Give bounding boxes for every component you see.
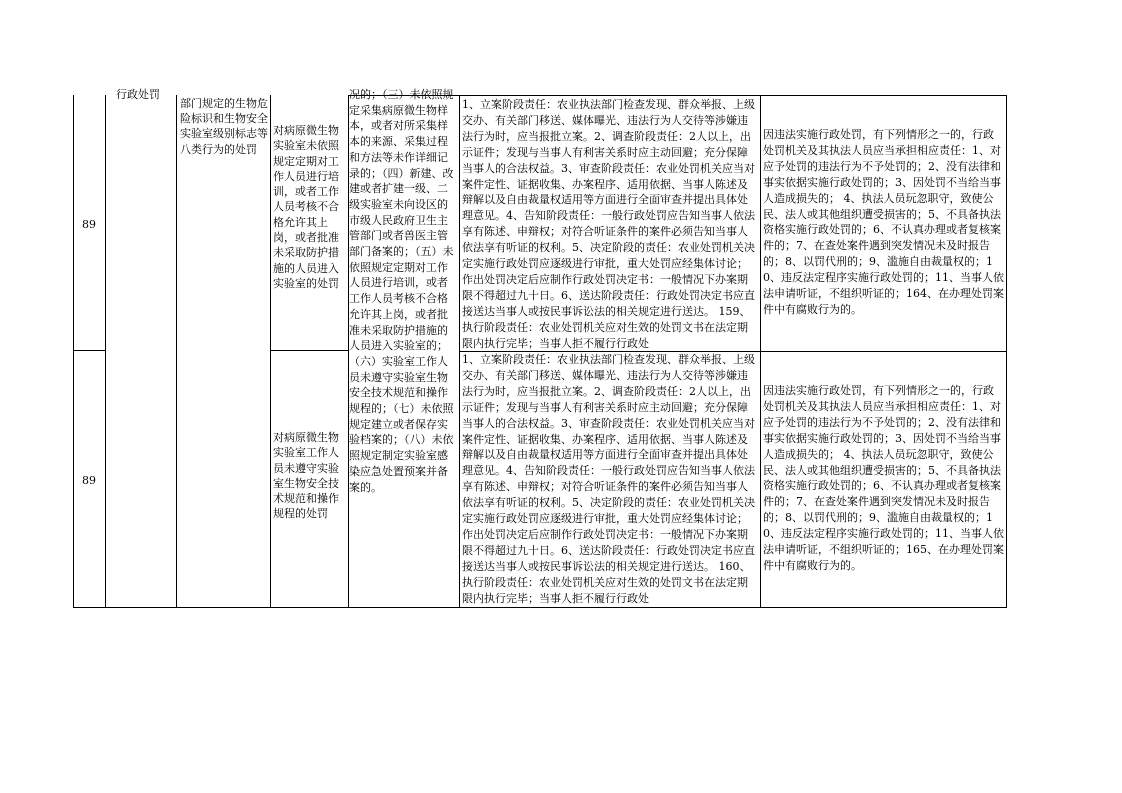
col-line	[270, 95, 271, 608]
col-line	[459, 95, 460, 608]
sub-item-text: 对病原微生物实验室未依照规定定期对工作人员进行培训，或者工作人员考核不合格允许其上岗，或者批准未采取防护措施的人员进入实验室的处罚	[273, 124, 339, 290]
legal-basis-cell	[349, 87, 458, 505]
responsibility-cell	[462, 97, 758, 350]
accountability-text: 因违法实施行政处罚，有下列情形之一的，行政处罚机关及其执法人员应当承担相应责任：1、对应予处罚的违法行为不予处罚的；2、没有法律和事实依据实施行政处罚的；3、因处罚不当给当事人造成损失的； 4、执法人员玩忽职守，致使公民、法人或其他组织遭受损害的；5、不具备执法资格实施行政处罚的；6、不认真办理或者复核案件的；7、在查处案件遇到突发情况未及时报告的；8、以罚代刑的；9、滥施自由裁量权的；10、违反法定程序实施行政处罚的；11、当事人依法申请听证，不组织听证的；165、在办理处罚案件中有腐败行为的。	[763, 384, 1004, 572]
row-divider	[270, 350, 348, 351]
item-name-text: 部门规定的生物危险标识和生物安全实验室级别标志等八类行为的处罚	[180, 97, 268, 156]
col-line	[760, 95, 761, 608]
sub-item-text: 对病原微生物实验室工作人员未遵守实验室生物安全技术规范和操作规程的处罚	[273, 431, 339, 521]
legal-basis-text: 况的；（三）未依照规定采集病原微生物样本，或者对所采集样本的来源、采集过程和方法等未作详细记录的；（四）新建、改建或者扩建一级、二级实验室未向设区的市级人民政府卫生主管部门或者兽医主管部门备案的；（五）未依照规定定期对工作人员进行培训，或者工作人员考核不合格允许其上岗，或者批准未采取防护措施的人员进入实验室的；（六）实验室工作人员未遵守实验室生物安全技术规范和操作规程的；（七）未依照规定建立或者保存实验档案的；（八）未依照规定制定实验室感染应急处置预案并备案的。	[349, 88, 454, 494]
item-name-cell	[180, 96, 268, 186]
accountability-cell	[763, 127, 1004, 327]
category-cell	[116, 88, 172, 106]
col-line	[73, 95, 74, 608]
responsibility-cell	[462, 352, 758, 607]
accountability-cell	[763, 383, 1004, 583]
responsibility-text: 1、立案阶段责任：农业执法部门检查发现、群众举报、上级交办、有关部门移送、媒体曝光、违法行为人交待等涉嫌违法行为时，应当报批立案。2、调查阶段责任：2人以上，出示证件；发现与当事人有利害关系时应主动回避；充分保障当事人的合法权益。3、审查阶段责任：农业处罚机关应当对案件定性、证据收集、办案程序、适用依据、当事人陈述及辩解以及自由裁量权适用等方面进行全面审查并提出具体处理意见。4、告知阶段责任：一般行政处罚应告知当事人依法享有陈述、申辩权；对符合听证条件的案件必须告知当事人依法享有听证的权利。5、决定阶段的责任：农业处罚机关决定实施行政处罚应逐级进行审批，重大处罚应经集体讨论；作出处罚决定后应制作行政处罚决定书：一般情况下办案期限不得超过九十日。6、送达阶段责任：行政处罚决定书应直接送达当事人或按民事诉讼法的相关规定进行送达。 160、执行阶段责任：农业处罚机关应对生效的处罚文书在法定期限内执行完毕；当事人拒不履行行政处	[462, 353, 755, 605]
category-text: 行政处罚	[116, 88, 160, 101]
sub-item-cell	[273, 430, 346, 540]
col-line	[176, 95, 177, 608]
accountability-text: 因违法实施行政处罚，有下列情形之一的，行政处罚机关及其执法人员应当承担相应责任：1、对应予处罚的违法行为不予处罚的；2、没有法律和事实依据实施行政处罚的；3、因处罚不当给当事人造成损失的； 4、执法人员玩忽职守，致使公民、法人或其他组织遭受损害的；5、不具备执法资格实施行政处罚的；6、不认真办理或者复核案件的；7、在查处案件遇到突发情况未及时报告的；8、以罚代刑的；9、滥施自由裁量权的；10、违反法定程序实施行政处罚的；11、当事人依法申请听证，不组织听证的；164、在办理处罚案件中有腐败行为的。	[763, 128, 1004, 316]
responsibility-text: 1、立案阶段责任：农业执法部门检查发现、群众举报、上级交办、有关部门移送、媒体曝光、违法行为人交待等涉嫌违法行为时，应当报批立案。2、调查阶段责任：2人以上，出示证件；发现与当事人有利害关系时应主动回避；充分保障当事人的合法权益。3、审查阶段责任：农业处罚机关应当对案件定性、证据收集、办案程序、适用依据、当事人陈述及辩解以及自由裁量权适用等方面进行全面审查并提出具体处理意见。4、告知阶段责任：一般行政处罚应告知当事人依法享有陈述、申辩权；对符合听证条件的案件必须告知当事人依法享有听证的权利。5、决定阶段的责任：农业处罚机关决定实施行政处罚应逐级进行审批，重大处罚应经集体讨论；作出处罚决定后应制作行政处罚决定书：一般情况下办案期限不得超过九十日。6、送达阶段责任：行政处罚决定书应直接送达当事人或按民事诉讼法的相关规定进行送达。 159、执行阶段责任：农业处罚机关应对生效的处罚文书在法定期限内执行完毕；当事人拒不履行行政处	[462, 98, 755, 350]
sub-item-cell	[273, 123, 346, 339]
row-divider	[73, 350, 105, 351]
row-number: 89	[82, 474, 96, 487]
col-line	[105, 95, 106, 608]
row-number: 89	[82, 218, 96, 231]
table-bottom-border	[73, 607, 1007, 608]
col-line	[1006, 95, 1007, 608]
